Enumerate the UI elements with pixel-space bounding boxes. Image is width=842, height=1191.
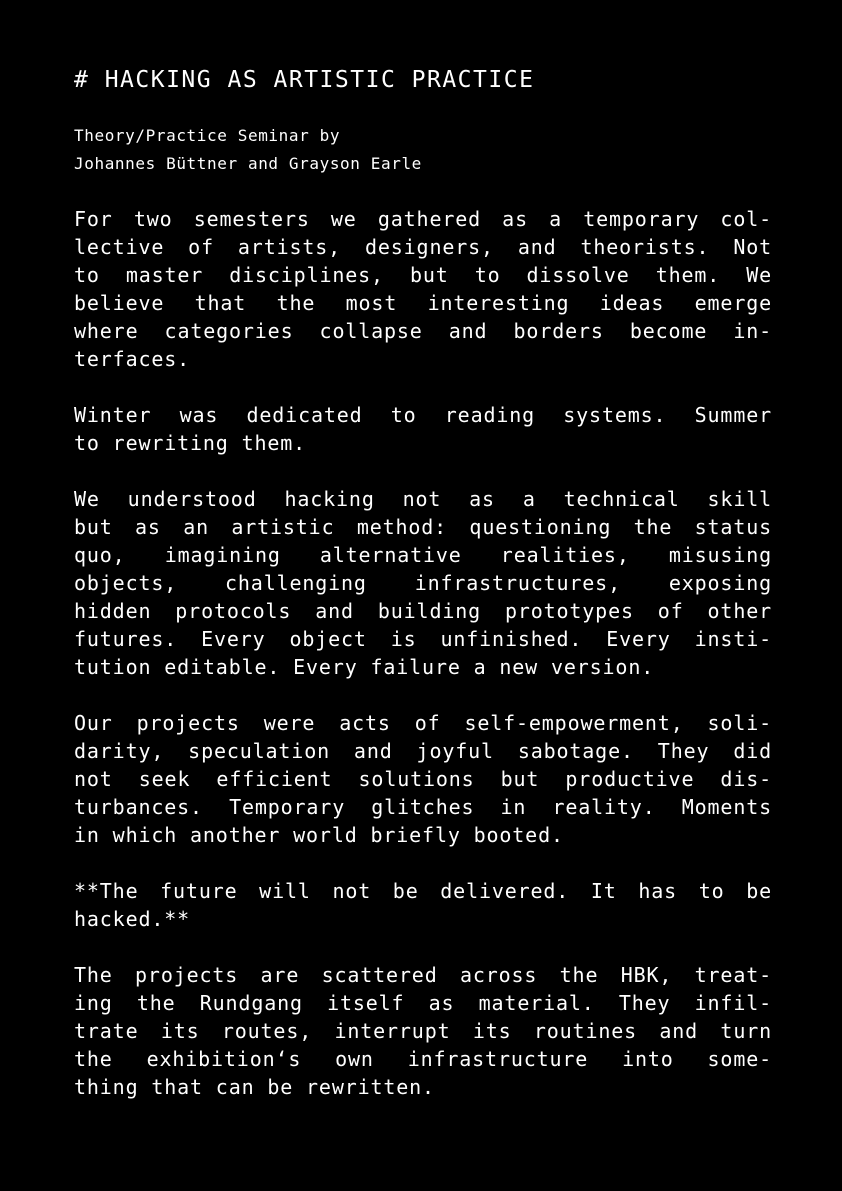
subtitle-line-seminar: Theory/Practice Seminar by: [74, 126, 341, 145]
subtitle-line-authors: Johannes Büttner and Grayson Earle: [74, 154, 422, 173]
paragraph-line: to master disciplines, but to dissolve them. We: [74, 263, 772, 287]
paragraph-line: but as an artistic method: questioning the status: [74, 515, 772, 539]
seminar-subtitle: [74, 122, 772, 178]
paragraph-line: For two semesters we gathered as a temporary col-: [74, 207, 772, 231]
paragraph-line: trate its routes, interrupt its routines and turn: [74, 1019, 772, 1043]
paragraph-line: futures. Every object is unfinished. Every insti-: [74, 627, 772, 651]
paragraph: [74, 709, 772, 849]
paragraph: [74, 961, 772, 1101]
paragraph-line: quo, imagining alternative realities, misusing: [74, 543, 772, 567]
body-text: [74, 205, 772, 1101]
paragraph-line: tution editable. Every failure a new version.: [74, 655, 655, 679]
paragraph: [74, 401, 772, 457]
paragraph: [74, 877, 772, 933]
document-page: [74, 64, 772, 1129]
paragraph-line: The projects are scattered across the HBK, treat-: [74, 963, 772, 987]
paragraph-line: **The future will not be delivered. It has to be: [74, 879, 772, 903]
paragraph-line: believe that the most interesting ideas emerge: [74, 291, 772, 315]
paragraph-line: the exhibition‘s own infrastructure into some-: [74, 1047, 772, 1071]
paragraph-line: Winter was dedicated to reading systems. Summer: [74, 403, 772, 427]
paragraph-line: terfaces.: [74, 347, 191, 371]
paragraph-line: objects, challenging infrastructures, exposing: [74, 571, 772, 595]
paragraph-line: We understood hacking not as a technical skill: [74, 487, 772, 511]
paragraph-line: hacked.**: [74, 907, 191, 931]
paragraph-line: Our projects were acts of self-empowerment, soli-: [74, 711, 772, 735]
paragraph: [74, 485, 772, 681]
paragraph-line: hidden protocols and building prototypes of other: [74, 599, 772, 623]
paragraph-line: ing the Rundgang itself as material. They infil-: [74, 991, 772, 1015]
paragraph-line: lective of artists, designers, and theorists. Not: [74, 235, 772, 259]
paragraph-line: thing that can be rewritten.: [74, 1075, 435, 1099]
paragraph-line: to rewriting them.: [74, 431, 307, 455]
paragraph-line: not seek efficient solutions but productive dis-: [74, 767, 772, 791]
paragraph-line: turbances. Temporary glitches in reality. Moments: [74, 795, 772, 819]
paragraph: [74, 205, 772, 373]
page-title: # HACKING AS ARTISTIC PRACTICE: [74, 67, 535, 93]
paragraph-line: where categories collapse and borders become in-: [74, 319, 772, 343]
paragraph-line: darity, speculation and joyful sabotage. They did: [74, 739, 772, 763]
paragraph-line: in which another world briefly booted.: [74, 823, 564, 847]
